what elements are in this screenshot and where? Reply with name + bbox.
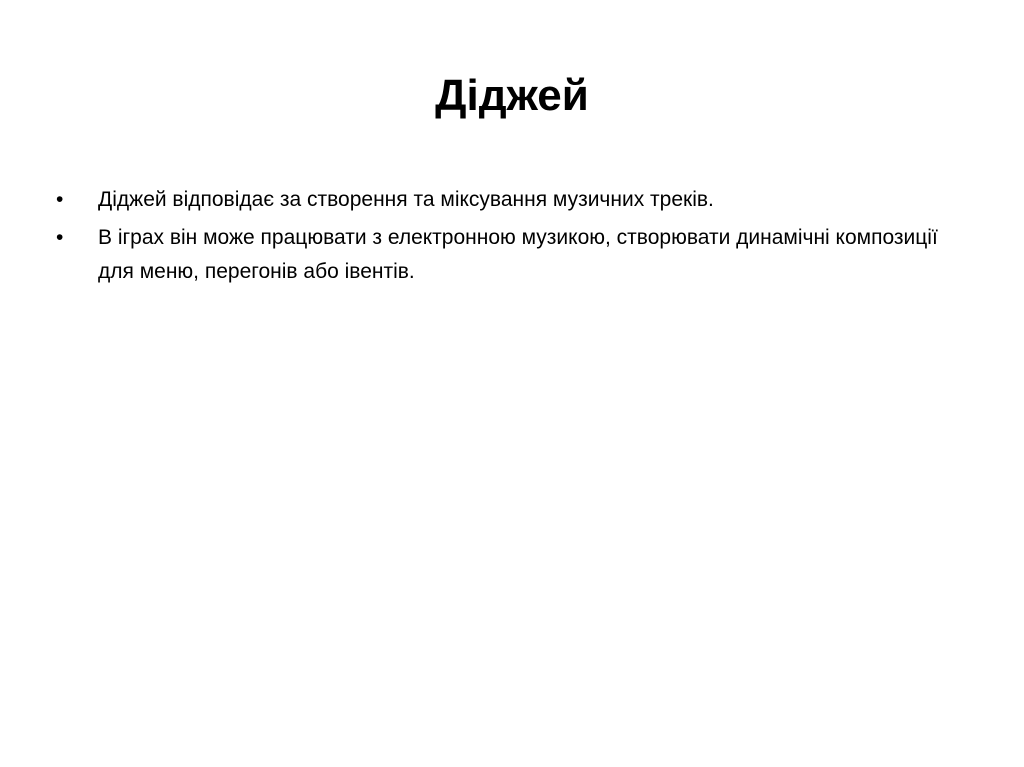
bullet-marker: • xyxy=(56,188,64,211)
bullet-list xyxy=(56,183,956,293)
bullet-marker: • xyxy=(56,226,64,249)
bullet-item xyxy=(56,221,956,289)
bullet-text: Діджей відповідає за створення та міксування музичних треків. xyxy=(98,188,714,211)
bullet-text: В іграх він може працювати з електронною музикою, створювати динамічні композиції для меню, перегонів або івентів. xyxy=(98,226,938,283)
bullet-item xyxy=(56,183,956,217)
slide-title: Діджей xyxy=(435,71,589,120)
